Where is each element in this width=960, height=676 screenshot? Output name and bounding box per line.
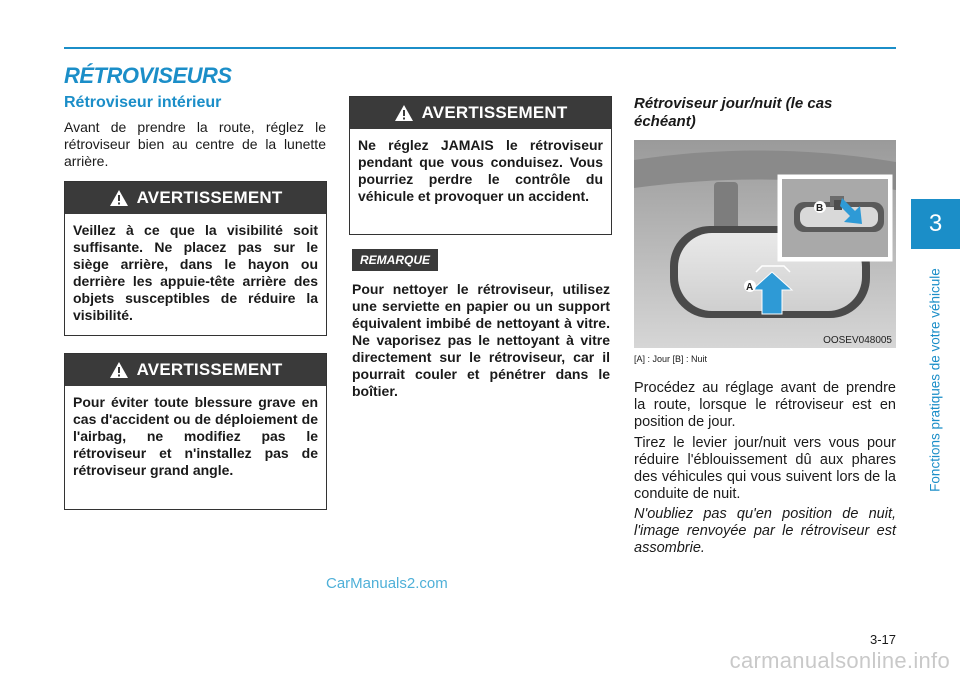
warning-triangle-icon xyxy=(109,189,129,207)
image-caption: [A] : Jour [B] : Nuit xyxy=(634,354,708,364)
warning-triangle-icon xyxy=(109,361,129,379)
chapter-label: Fonctions pratiques de votre véhicule xyxy=(927,268,943,492)
warning-body: Pour éviter toute blessure grave en cas d'accident ou de déploiement de l'airbag, ne modifiez pas le rétroviseur et n'installez pas de rétroviseur grand angle. xyxy=(73,394,318,478)
warning-box-visibility xyxy=(64,181,327,336)
page-number: 3-17 xyxy=(869,632,896,647)
label-a: A xyxy=(746,282,754,293)
subtitle-interior-mirror: Rétroviseur intérieur xyxy=(64,94,222,111)
chapter-number: 3 xyxy=(928,210,943,237)
paragraph-night-lever: Tirez le levier jour/nuit vers vous pour réduire l'éblouissement dû aux phares des véhicules qui vous suivent lors de la conduite de nuit. xyxy=(634,435,896,502)
chapter-tab xyxy=(911,199,960,249)
warning-box-airbag xyxy=(64,353,327,510)
top-rule xyxy=(64,47,896,49)
watermark-carmanuals2: CarManuals2.com xyxy=(326,575,448,592)
remark-label: REMARQUE xyxy=(352,249,438,271)
remark-text: Pour nettoyer le rétroviseur, utilisez une serviette en papier ou un support équivalent imbibé de nettoyant à vitre. Ne vaporisez pas le nettoyant à vitre directement sur le rétroviseur, car il pourrait couler et pénétrer dans le boîtier. xyxy=(352,281,610,399)
warning-header xyxy=(65,182,326,214)
image-code: OOSEV048005 xyxy=(823,335,892,346)
warning-header xyxy=(350,97,611,129)
warning-box-driving xyxy=(349,96,612,235)
day-night-mirror-image xyxy=(634,140,896,348)
warning-body: Veillez à ce que la visibilité soit suffisante. Ne placez pas sur le siège arrière, dans le hayon ou derrière les appuie-tête arrière des objets susceptibles de réduire la visibilité. xyxy=(73,222,318,323)
paragraph-night-note: N'oubliez pas qu'en position de nuit, l'image renvoyée par le rétroviseur est assombrie. xyxy=(634,506,896,556)
warning-triangle-icon xyxy=(394,104,414,122)
section-title: RÉTROVISEURS xyxy=(64,63,232,88)
warning-header-label: AVERTISSEMENT xyxy=(136,188,283,207)
paragraph-adjust: Procédez au réglage avant de prendre la route, lorsque le rétroviseur est en position de jour. xyxy=(634,380,896,430)
warning-header-label: AVERTISSEMENT xyxy=(136,360,283,379)
warning-header xyxy=(65,354,326,386)
warning-header-label: AVERTISSEMENT xyxy=(421,103,568,122)
watermark-carmanualsonline: carmanualsonline.info xyxy=(729,648,950,673)
intro-paragraph: Avant de prendre la route, réglez le rétroviseur bien au centre de la lunette arrière. xyxy=(64,119,326,169)
day-night-mirror-subhead: Rétroviseur jour/nuit (le cas échéant) xyxy=(634,95,833,130)
label-b: B xyxy=(816,203,824,214)
warning-body: Ne réglez JAMAIS le rétroviseur pendant que vous conduisez. Vous pourriez perdre le contrôle du véhicule et provoquer un accident. xyxy=(358,137,603,204)
